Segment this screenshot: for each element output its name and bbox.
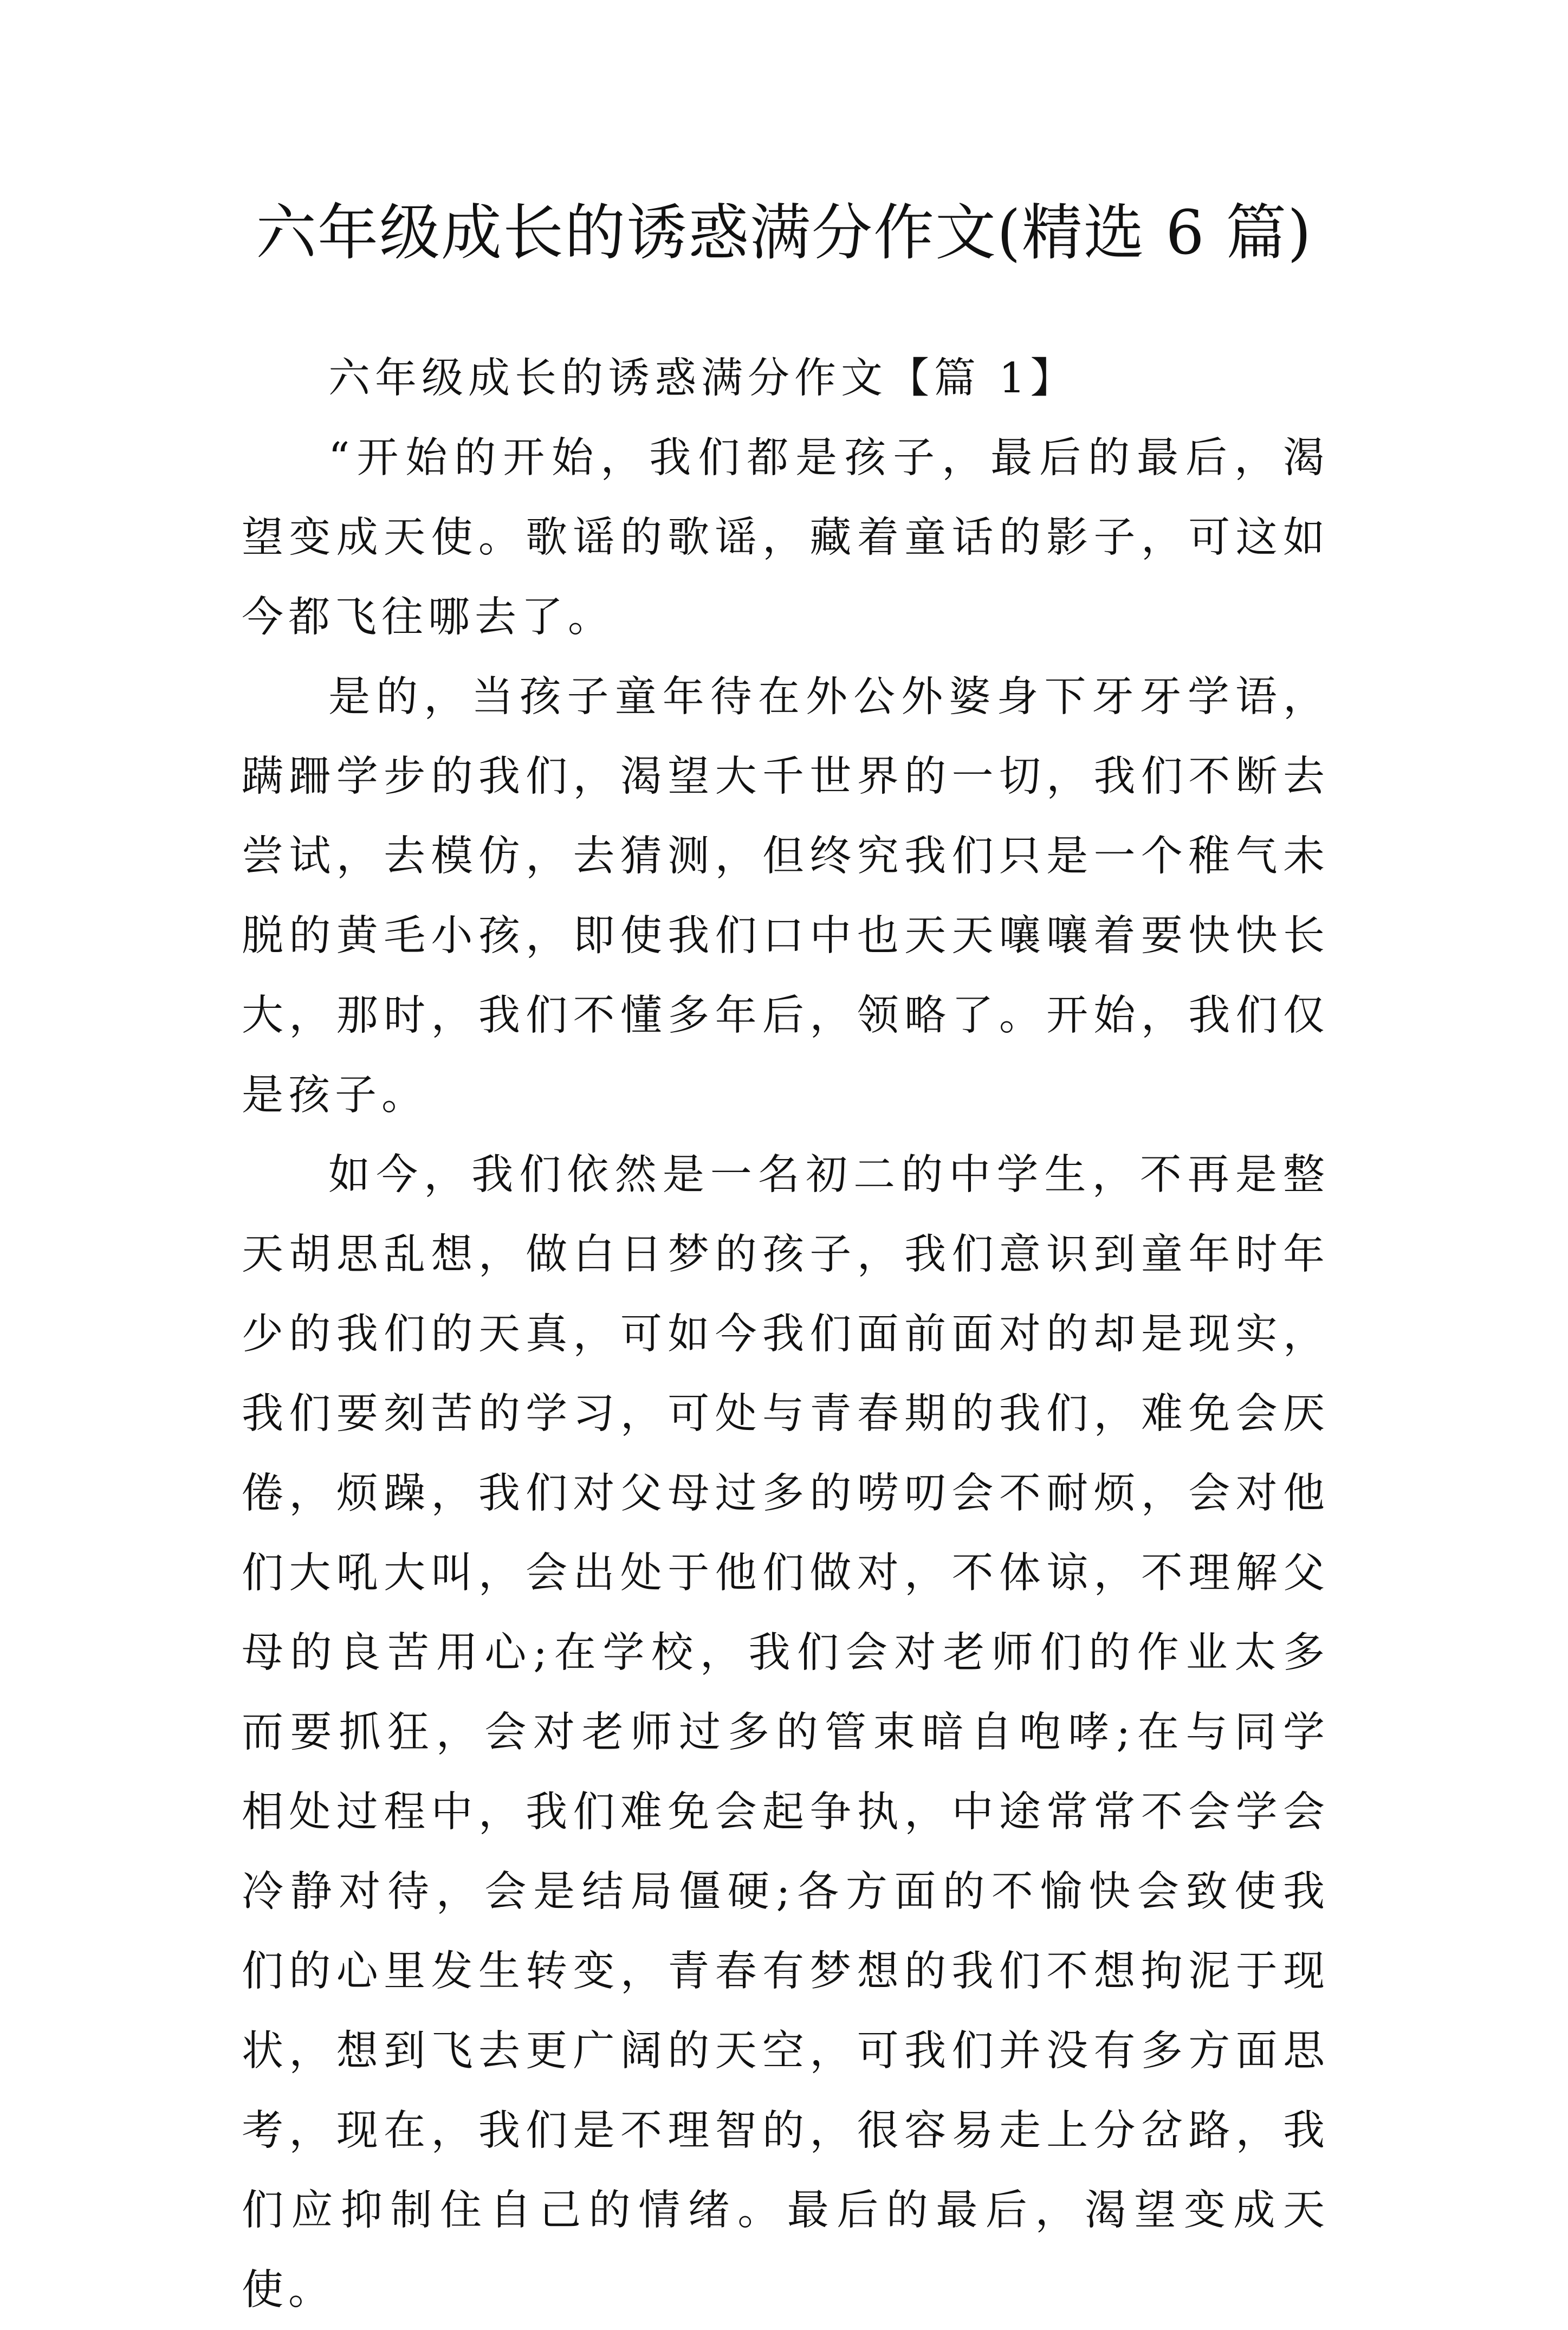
paragraph: 是的，当孩子童年待在外公外婆身下牙牙学语，蹒跚学步的我们，渴望大千世界的一切，我们不断去尝试，去模仿，去猜测，但终究我们只是一个稚气未脱的黄毛小孩，即使我们口中也天天嚷嚷着要快快长大，那时，我们不懂多年后，领略了。开始，我们仅是孩子。 <box>242 673 1330 1119</box>
section-heading: 六年级成长的诱惑满分作文【篇 1】 <box>328 354 1077 403</box>
document-title: 六年级成长的诱惑满分作文(精选 6 篇) <box>256 198 1312 268</box>
paragraph: “开始的开始，我们都是孩子，最后的最后，渴望变成天使。歌谣的歌谣，藏着童话的影子，可这如今都飞往哪去了。 <box>242 434 1330 642</box>
paragraph: 如今，我们依然是一名初二的中学生，不再是整天胡思乱想，做白日梦的孩子，我们意识到童年时年少的我们的天真，可如今我们面前面对的却是现实，我们要刻苦的学习，可处与青春期的我们，难免会厌倦，烦躁，我们对父母过多的唠叨会不耐烦，会对他们大吼大叫，会出处于他们做对，不体谅，不理解父母的良苦用心;在学校，我们会对老师们的作业太多而要抓狂，会对老师过多的管束暗自咆哮;在与同学相处过程中，我们难免会起争执，中途常常不会学会冷静对待，会是结局僵硬;各方面的不愉快会致使我们的心里发生转变，青春有梦想的我们不想拘泥于现状，想到飞去更广阔的天空，可我们并没有多方面思考，现在，我们是不理智的，很容易走上分岔路，我们应抑制住自己的情绪。最后的最后，渴望变成天使。 <box>242 1151 1330 2314</box>
document-body <box>242 339 1330 2330</box>
